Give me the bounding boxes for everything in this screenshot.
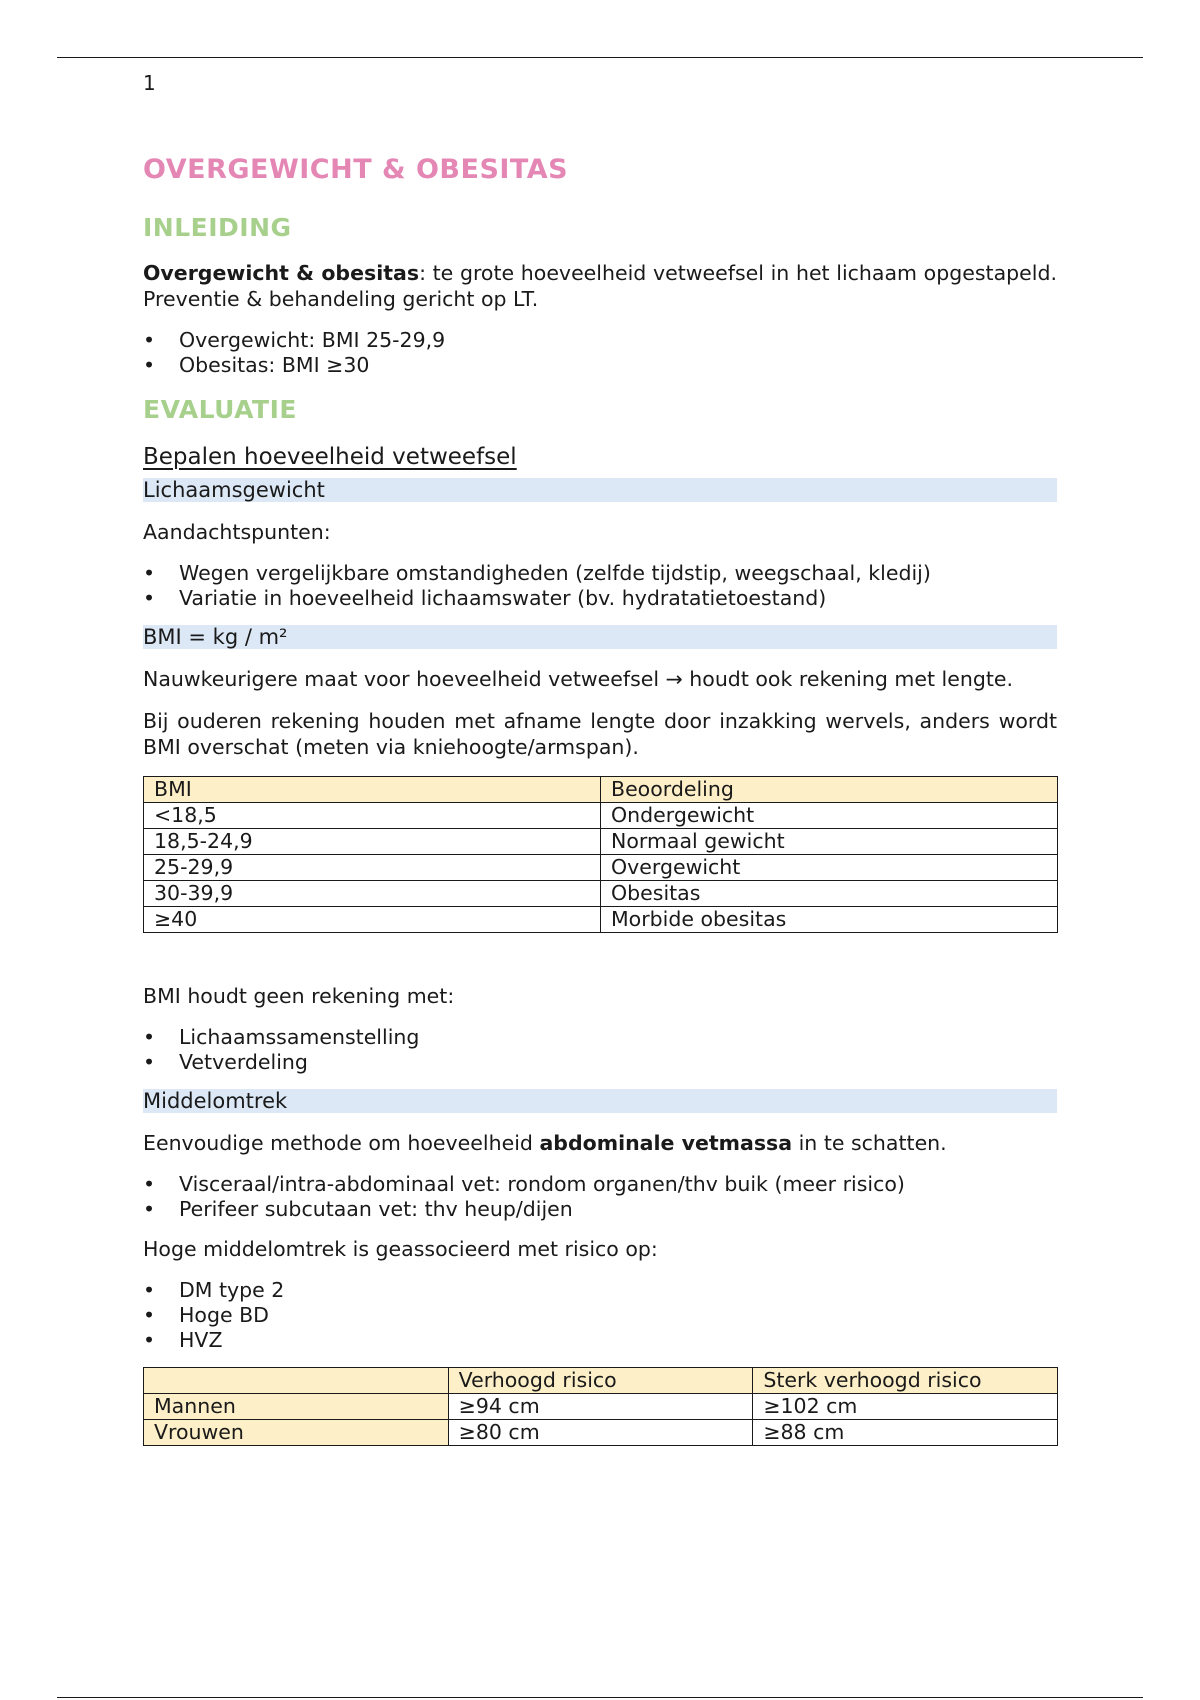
table-cell: Vrouwen — [144, 1420, 449, 1446]
table-header-cell: Verhoogd risico — [448, 1368, 753, 1394]
bullet-icon: • — [143, 1172, 156, 1196]
risk-list — [143, 1278, 1057, 1353]
spacer — [143, 933, 1057, 983]
table-cell: <18,5 — [144, 803, 601, 829]
bullet-icon: • — [143, 353, 156, 377]
list-item: • Variatie in hoeveelheid lichaamswater (bv. hydratatietoestand) — [143, 586, 827, 610]
header-rule — [57, 57, 1143, 58]
table-cell: Obesitas — [601, 881, 1058, 907]
bullet-icon: • — [143, 1278, 156, 1302]
table-header-cell: BMI — [144, 777, 601, 803]
bullet-icon: • — [143, 1328, 156, 1352]
risk-label: Hoge middelomtrek is geassocieerd met risico op: — [143, 1237, 658, 1261]
table-row — [144, 907, 1058, 933]
list-item: • Visceraal/intra-abdominaal vet: rondom organen/thv buik (meer risico) — [143, 1172, 905, 1196]
highlight-term: abdominale vetmassa — [539, 1131, 793, 1155]
list-item: • Vetverdeling — [143, 1050, 308, 1074]
bullet-icon: • — [143, 586, 156, 610]
waist-table — [143, 1367, 1058, 1446]
table-row — [144, 881, 1058, 907]
list-item: • Hoge BD — [143, 1303, 269, 1327]
table-header-row — [144, 1368, 1058, 1394]
table-header-cell: Sterk verhoogd risico — [753, 1368, 1058, 1394]
table-cell: ≥80 cm — [448, 1420, 753, 1446]
bullet-icon: • — [143, 328, 156, 352]
list-item: • Overgewicht: BMI 25-29,9 — [143, 328, 446, 352]
bullet-icon: • — [143, 1025, 156, 1049]
table-row — [144, 855, 1058, 881]
bmi-table — [143, 776, 1058, 933]
section-heading-inleiding: INLEIDING — [143, 213, 292, 242]
list-item: • Obesitas: BMI ≥30 — [143, 353, 370, 377]
definition-term: Overgewicht & obesitas — [143, 261, 420, 285]
table-header-cell: Beoordeling — [601, 777, 1058, 803]
bmi-class-list — [143, 328, 1057, 378]
table-cell: Normaal gewicht — [601, 829, 1058, 855]
definition-paragraph — [143, 260, 1057, 312]
table-cell: Morbide obesitas — [601, 907, 1058, 933]
bmi-limits-list — [143, 1025, 1057, 1075]
list-item: • Wegen vergelijkbare omstandigheden (zelfde tijdstip, weegschaal, kledij) — [143, 561, 931, 585]
list-item: • DM type 2 — [143, 1278, 285, 1302]
bullet-icon: • — [143, 1303, 156, 1327]
footer-rule — [57, 1697, 1143, 1698]
definition-text: : te grote hoeveelheid vetweefsel in het lichaam opgestapeld. Preventie & behandeling gericht op LT. — [143, 261, 1057, 311]
table-cell: Mannen — [144, 1394, 449, 1420]
section-heading-evaluatie: EVALUATIE — [143, 395, 297, 424]
middelomtrek-paragraph: Eenvoudige methode om hoeveelheid abdominale vetmassa in te schatten. — [143, 1131, 947, 1155]
table-cell: ≥40 — [144, 907, 601, 933]
subheading-vetweefsel: Bepalen hoeveelheid vetweefsel — [143, 444, 517, 470]
bullet-icon: • — [143, 561, 156, 585]
table-cell: ≥88 cm — [753, 1420, 1058, 1446]
band-middelomtrek: Middelomtrek — [143, 1089, 1057, 1113]
page-number: 1 — [143, 71, 156, 95]
table-row — [144, 1394, 1058, 1420]
table-row — [144, 829, 1058, 855]
table-cell: 30-39,9 — [144, 881, 601, 907]
table-cell: ≥102 cm — [753, 1394, 1058, 1420]
table-cell: 18,5-24,9 — [144, 829, 601, 855]
bmi-limits-label: BMI houdt geen rekening met: — [143, 984, 455, 1008]
list-item: • Lichaamssamenstelling — [143, 1025, 420, 1049]
bmi-paragraph-2: Bij ouderen rekening houden met afname lengte door inzakking wervels, anders wordt BMI overschat (meten via kniehoogte/armspan). — [143, 709, 1057, 759]
band-lichaamsgewicht: Lichaamsgewicht — [143, 478, 1057, 502]
table-row — [144, 803, 1058, 829]
band-bmi: BMI = kg / m² — [143, 625, 1057, 649]
table-header-row — [144, 777, 1058, 803]
bullet-icon: • — [143, 1050, 156, 1074]
list-item: • Perifeer subcutaan vet: thv heup/dijen — [143, 1197, 573, 1221]
document-title: OVERGEWICHT & OBESITAS — [143, 154, 569, 185]
table-cell: 25-29,9 — [144, 855, 601, 881]
bullet-icon: • — [143, 1197, 156, 1221]
document-body — [143, 150, 1057, 1446]
table-row — [144, 1420, 1058, 1446]
vet-types-list — [143, 1172, 1057, 1222]
bmi-paragraph-1: Nauwkeurigere maat voor hoeveelheid vetweefsel → houdt ook rekening met lengte. — [143, 667, 1014, 691]
table-cell: ≥94 cm — [448, 1394, 753, 1420]
table-header-cell — [144, 1368, 449, 1394]
aandachtspunten-list — [143, 561, 1057, 611]
aandachtspunten-label: Aandachtspunten: — [143, 520, 331, 544]
table-cell: Overgewicht — [601, 855, 1058, 881]
table-cell: Ondergewicht — [601, 803, 1058, 829]
list-item: • HVZ — [143, 1328, 223, 1352]
